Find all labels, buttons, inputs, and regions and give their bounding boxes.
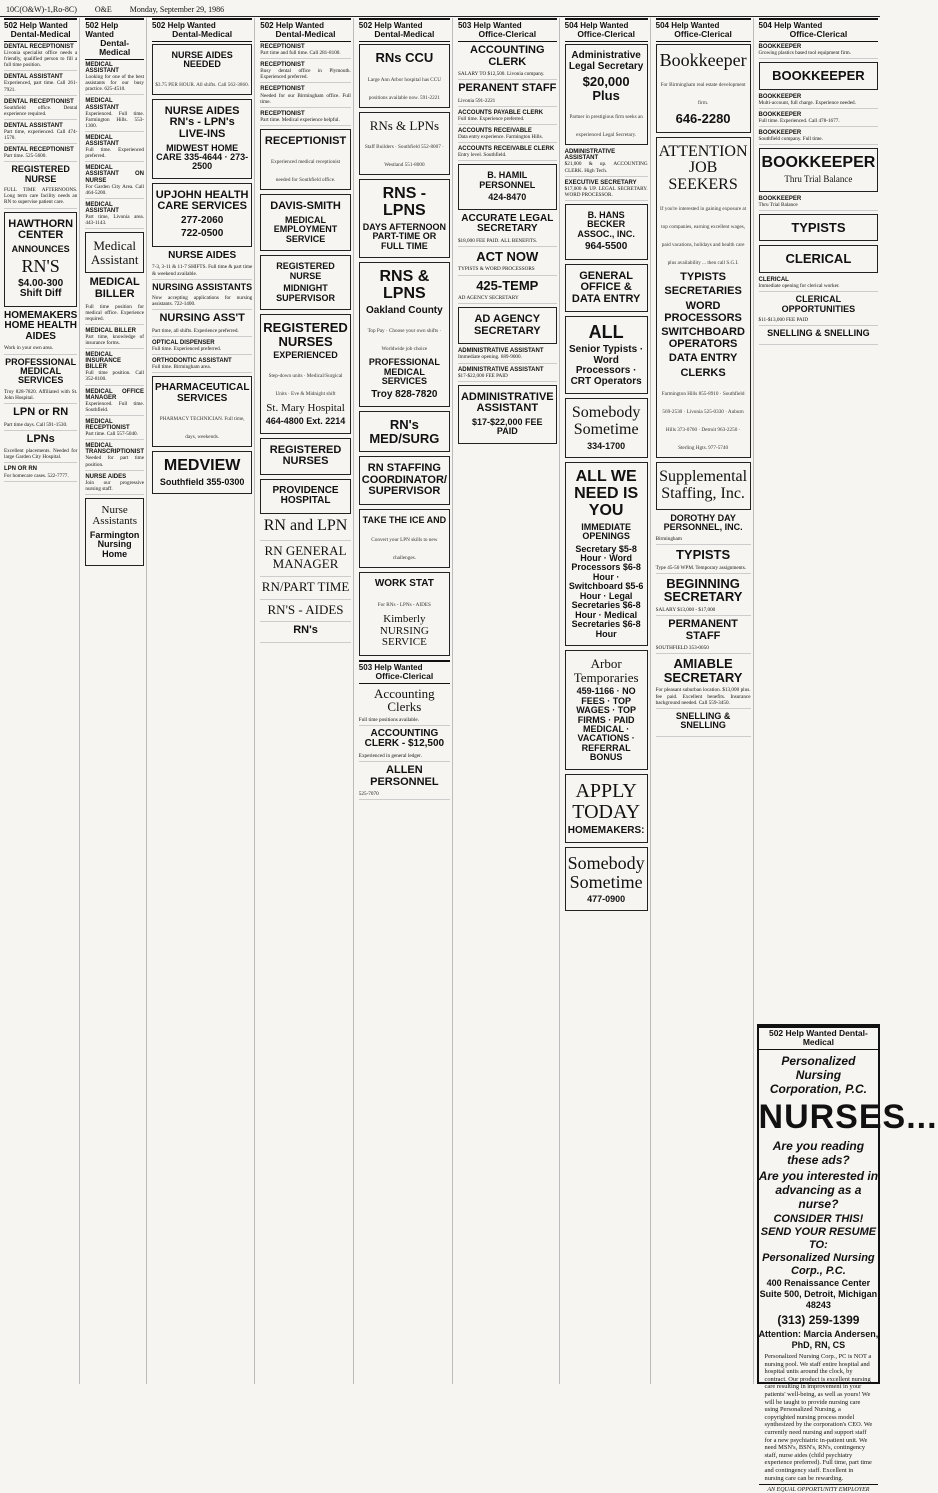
classified-ad: NURSE AIDES 7-3, 3-11 & 11-7 SHIFTS. Full time & part time & weekend available.: [152, 251, 252, 280]
display-ad-hamil-personnel: B. HAMIL PERSONNEL 424-8470: [458, 164, 557, 209]
classified-ad: ADMINISTRATIVE ASSISTANT $21,000 & up. ACCOUNTING CLERK. High Tech.: [565, 149, 648, 176]
display-ad-all-typists: ALL Senior Typists · Word Processors · CRT Operators: [565, 316, 648, 394]
question-1: Are you reading these ads?: [772, 1139, 865, 1167]
address-line-1: Personalized Nursing Corp., P.C.: [762, 1252, 875, 1277]
classified-ad: OPTICAL DISPENSER Full time. Experienced preferred.: [152, 340, 252, 355]
classified-ad: SNELLING & SNELLING: [656, 712, 751, 737]
display-ad-apply-today: APPLY TODAY HOMEMAKERS:: [565, 774, 648, 844]
classified-ad: RN GENERAL MANAGER: [260, 544, 351, 577]
paper-name: O&E: [94, 4, 112, 14]
classified-ad: BOOKKEEPER Multi-account, full charge. Experience needed.: [759, 94, 879, 109]
classified-ad: MEDICAL BILLER Full time position for medical office. Experience required.: [85, 277, 144, 324]
attention-line: Attention: Marcia Andersen, PhD, RN, CS: [758, 1329, 879, 1350]
classified-ad: ACT NOW TYPISTS & WORD PROCESSORS: [458, 250, 557, 276]
display-ad-professional-medical: RNS & LPNS Oakland County Top Pay · Choose your own shifts · Worldwide job choice PROFESSIONAL MEDICAL SERVICES Troy 828-7820: [359, 262, 450, 407]
display-ad-nurse-aides: NURSE AIDES NEEDED $3.75 PER HOUR. All shifts. Call 562-3860.: [152, 44, 252, 95]
display-ad-work-stat: WORK STAT For RNs - LPNs - AIDES Kimberly NURSING SERVICE: [359, 572, 450, 655]
classified-ad: EXECUTIVE SECRETARY $17,000 & UP. LEGAL SECRETARY. WORD PROCESSOR.: [565, 180, 648, 201]
classified-ad: ACCOUNTING CLERK - $12,500 Experienced in general ledger.: [359, 729, 450, 762]
display-ad-arbor-temporaries: Arbor Temporaries 459-1166 · NO FEES · TOP WAGES · TOP FIRMS · PAID MEDICAL · VACATIONS · REFERRAL BONUS: [565, 650, 648, 770]
classified-ad: MEDICAL TRANSCRIPTIONIST Needed for part time position.: [85, 443, 144, 470]
company-name: Personalized Nursing Corporation, P.C.: [769, 1054, 867, 1096]
column-5: [357, 18, 453, 1384]
classified-ad: ACCOUNTING CLERK SALARY TO $12,500. Livonia company.: [458, 45, 557, 80]
call-to-action: CONSIDER THIS!: [773, 1213, 864, 1225]
classified-ad: DENTAL RECEPTIONIST Livonia specialist office needs a friendly, qualified person to fill a full time position.: [4, 44, 77, 71]
display-ad-hawthorn: HAWTHORN CENTER ANNOUNCES RN'S $4.00-300 Shift Diff: [4, 212, 77, 307]
classified-ad: 425-TEMP AD AGENCY SECRETARY: [458, 279, 557, 305]
classified-ad: RECEPTIONIST Busy dental office in Plymouth. Experienced preferred.: [260, 62, 351, 83]
display-ad-registered-nurses: REGISTERED NURSES: [260, 438, 351, 475]
masthead: [0, 0, 880, 17]
folio: 10C(O&W)-1,Ro-8C): [6, 4, 77, 14]
display-ad-nurse-assistants: Nurse Assistants Farmington Nursing Home: [85, 498, 144, 566]
classified-ad: PERANENT STAFF Livonia 591-2221: [458, 83, 557, 107]
classified-ad: RN and LPN: [260, 518, 351, 541]
classified-ad: MEDICAL BILLER Part time, knowledge of insurance forms.: [85, 328, 144, 349]
classified-ad: PERMANENT STAFF SOUTHFIELD 353-0050: [656, 619, 751, 654]
classified-ad: MEDICAL ASSISTANT Part time, Livonia area. 443-1143.: [85, 202, 144, 229]
classified-ad: RECEPTIONIST Part time. Medical experience helpful.: [260, 111, 351, 126]
classified-ad: MEDICAL RECEPTIONIST Part time. Call 557-5040.: [85, 419, 144, 440]
classified-ad: MEDICAL ASSISTANT ON NURSE For Garden City Area. Call 464-5200.: [85, 165, 144, 198]
display-ad-bookkeeper: Bookkeeper For Birmingham real estate development firm. 646-2280: [656, 44, 751, 133]
classified-ad: Accounting Clerks Full time positions available.: [359, 687, 450, 726]
classified-ad: NURSING ASSISTANTS Now accepting applications for nursing assistants. 722-1400.: [152, 283, 252, 311]
display-ad-medical-assistant: Medical Assistant: [85, 232, 144, 273]
classified-ad: ACCOUNTS PAYABLE CLERK Full time. Experience preferred.: [458, 110, 557, 125]
classified-ad: CLERICAL Immediate opening for clerical worker.: [759, 277, 879, 292]
display-ad-hans-becker: B. HANS BECKER ASSOC., INC. 964-5500: [565, 204, 648, 260]
classified-ad: ACCOUNTS RECEIVABLE CLERK Entry level. Southfield.: [458, 146, 557, 161]
column-2: [83, 18, 147, 1384]
classified-ad: LPN or RN Part time days. Call 591-1530.: [4, 407, 77, 431]
display-ad-ad-agency: AD AGENCY SECRETARY: [458, 307, 557, 344]
column-9: [757, 18, 938, 1493]
column-8: [654, 18, 754, 1384]
column-3: [150, 18, 255, 1384]
classified-ad: BOOKKEEPER Growing plastics based tool equipment firm.: [759, 44, 879, 59]
display-ad-upjohn: UPJOHN HEALTH CARE SERVICES 277-2060 722-0500: [152, 183, 252, 247]
display-ad-all-we-need: ALL WE NEED IS YOU IMMEDIATE OPENINGS Secretary $5-8 Hour · Word Processors $6-8 Hour · Switchboard $5-6 Hour · Legal Secretaries $6-8 Hour · Medical Secretaries $6-8 Hour: [565, 462, 648, 646]
classified-ad: PROFESSIONAL MEDICAL SERVICES Troy 828-7820. Affiliated with St. John Hospital.: [4, 358, 77, 405]
classified-ad: RN'S - AIDES: [260, 603, 351, 623]
phone-number: (313) 259-1399: [777, 1313, 860, 1327]
classified-ad: LPNs Excellent placements. Needed for large Garden City Hospital.: [4, 434, 77, 464]
classified-ad: BOOKKEEPER Southfield company. Full time.: [759, 130, 879, 145]
address-line-2: 400 Renaissance Center: [766, 1278, 871, 1288]
classified-ad: ALLEN PERSONNEL 525-7070: [359, 765, 450, 800]
classified-ad: NURSING ASS'T Part time, all shifts. Experience preferred.: [152, 313, 252, 337]
classified-ad: DOROTHY DAY PERSONNEL, INC. Birmingham: [656, 514, 751, 545]
ad-body: Personalized Nursing Corp., PC is NOT a nursing pool. We staff entire hospital and hospital units around the clock, by contract. Our product is excellent nursing care resulting in improvement in your patients' well-being, as well as yours! We will be taught to provide nursing care using Personalized Nursing, a copyrighted nursing process model synthesized by the corporation's CEO. We currently need nursing and support staff for a new psychiatric in-patient unit. We need MSN's, BSN's, RN's, contingency staff, nurse aides (child psychiatry experience preferred). Full time, part time and contingency staff. Excellent in nursing care can be rewarding.: [764, 1353, 873, 1482]
classified-ad: AMIABLE SECRETARY For pleasant suburban location. $13,000 plus. fee paid. Excellent benefits. Insurance background needed. Call 559-3450.: [656, 657, 751, 709]
classified-ad: DENTAL ASSISTANT Experienced, part time. Call 261-7921.: [4, 74, 77, 95]
classified-ad: RECEPTIONIST Needed for our Birmingham office. Full time.: [260, 86, 351, 107]
classified-ad: SNELLING & SNELLING: [759, 329, 879, 344]
classified-ad: MEDICAL ASSISTANT Looking for one of the best assistants for our busy practice. 625-4510.: [85, 62, 144, 95]
classified-ad: RN/PART TIME: [260, 580, 351, 600]
section-header: 503 Help Wanted Office-Clerical: [359, 660, 450, 684]
headline: NURSES...: [758, 1098, 938, 1136]
classified-ad: MEDICAL OFFICE MANAGER Experienced. Full time. Southfield.: [85, 389, 144, 416]
column-7: [563, 18, 651, 1384]
display-ad-personalized-nursing: [757, 1024, 938, 1493]
display-ad-providence: PROVIDENCE HOSPITAL: [260, 479, 351, 514]
display-ad-administrative-assistant: ADMINISTRATIVE ASSISTANT $17-$22,000 FEE PAID: [458, 385, 557, 444]
column-4: [258, 18, 354, 1384]
section-header: 502 Help Wanted Dental-Medical: [359, 18, 450, 42]
display-ad-st-mary: REGISTERED NURSES EXPERIENCED Step-down units · Medical/Surgical Units · Eve & Midnight shift St. Mary Hospital 464-4800 Ext. 2214: [260, 314, 351, 434]
column-1: [2, 18, 80, 1384]
classified-ad: DENTAL ASSISTANT Part time, experienced. Call 474-1570.: [4, 123, 77, 144]
display-ad-attention-job-seekers: ATTENTION JOB SEEKERS If you're interested in gaining exposure at top companies, earning excellent wages, paid vacations, holidays and health care plus availability ... then call S.G.I. TYPISTS SECRETARIES WORD PROCESSORS SWITCHBOARD OPERATORS DATA ENTRY CLERKS Farmington Hills 855-8910 · Southfield 569-2530 · Livonia 525-0330 · Auburn Hills 373-0700 · Detroit 963-2250 · Sterling Hgts. 977-5740: [656, 137, 751, 459]
classified-ad: CLERICAL OPPORTUNITIES $11-$13,000 FEE PAID: [759, 295, 879, 326]
classified-ad: DENTAL RECEPTIONIST Southfield office. Dental experience required.: [4, 99, 77, 120]
display-ad-rns-med-surg: RN's MED/SURG: [359, 411, 450, 452]
classified-ad: LPN OR RN For homecare cases. 522-7777.: [4, 466, 77, 481]
display-ad-bookkeeper-1: BOOKKEEPER: [759, 62, 879, 90]
section-header: 502 Help Wanted Dental-Medical: [759, 1026, 879, 1050]
display-ad-medview: MEDVIEW Southfield 355-0300: [152, 451, 252, 494]
classified-ad: MEDICAL INSURANCE BILLER Full time position. Call 352-8100.: [85, 352, 144, 385]
classified-ad: MEDICAL ASSISTANT Full time. Experienced preferred.: [85, 135, 144, 162]
classified-ad: BEGINNING SECRETARY SALARY $13,000 - $17,000: [656, 577, 751, 616]
classified-ad: MEDICAL ASSISTANT Experienced. Full time. Farmington Hills. 553-1300.: [85, 98, 144, 131]
classified-ad: DENTAL RECEPTIONIST Part time. 525-5600.: [4, 147, 77, 162]
display-ad-clerical: CLERICAL: [759, 245, 879, 273]
classified-ad: HOMEMAKERS HOME HEALTH AIDES Work in your own area.: [4, 311, 77, 355]
display-ad-lpn: TAKE THE ICE AND Convert your LPN skills to new challenges.: [359, 509, 450, 568]
classified-ad: BOOKKEEPER Thru Trial Balance: [759, 196, 879, 211]
section-header: 502 Help Wanted Dental-Medical: [260, 18, 351, 42]
display-ad-midwest-home-care: NURSE AIDES RN's - LPN's LIVE-INS MIDWEST HOME CARE 335-4644 · 273-2500: [152, 99, 252, 179]
question-2: Are you interested in advancing as a nurse?: [758, 1169, 879, 1211]
classified-ad: ORTHODONTIC ASSISTANT Full time. Birmingham area.: [152, 358, 252, 373]
classified-ad: RN's: [260, 625, 351, 643]
issue-date: Monday, September 29, 1986: [129, 4, 225, 14]
equal-opportunity-note: AN EQUAL OPPORTUNITY EMPLOYER: [759, 1484, 879, 1493]
classified-ad: ADMINISTRATIVE ASSISTANT $17-$22,000 FEE PAID: [458, 367, 557, 382]
display-ad-general-office: GENERAL OFFICE & DATA ENTRY: [565, 264, 648, 313]
display-ad-davis-smith: DAVIS-SMITH MEDICAL EMPLOYMENT SERVICE: [260, 194, 351, 251]
section-header: 504 Help Wanted Office-Clerical: [565, 18, 648, 42]
section-header: 504 Help Wanted Office-Clerical: [759, 18, 879, 42]
classified-ad: TYPISTS Type 45-50 WPM. Temporary assignments.: [656, 548, 751, 574]
classified-ad: ACCOUNTS RECEIVABLE Data entry experience. Farmington Hills.: [458, 128, 557, 143]
classified-ad: RECEPTIONIST Part time and full time. Call 281-8100.: [260, 44, 351, 59]
section-header: 504 Help Wanted Office-Clerical: [656, 18, 751, 42]
classified-ad: ACCURATE LEGAL SECRETARY $18,000 FEE PAID. ALL BENEFITS.: [458, 214, 557, 247]
classified-ad: BOOKKEEPER Full time. Experienced. Call 478-1677.: [759, 112, 879, 127]
display-ad-typists: TYPISTS: [759, 214, 879, 242]
display-ad-bookkeeper-2: BOOKKEEPER Thru Trial Balance: [759, 148, 879, 191]
display-ad-rns-lpns: RNS - LPNS DAYS AFTERNOON PART-TIME OR FULL TIME: [359, 179, 450, 258]
classified-ad: NURSE AIDES Join our progressive nursing staff.: [85, 474, 144, 495]
call-to-action-2: SEND YOUR RESUME TO:: [760, 1226, 877, 1251]
display-ad-supplemental-staffing: Supplemental Staffing, Inc.: [656, 462, 751, 510]
display-ad-midnight-supervisor: REGISTERED NURSE MIDNIGHT SUPERVISOR: [260, 255, 351, 310]
display-ad-rns-ccu: RNs CCU Large Ann Arbor hospital has CCU positions available now. 591-2221: [359, 44, 450, 108]
address-line-3: Suite 500, Detroit, Michigan 48243: [759, 1289, 878, 1310]
column-6: [456, 18, 560, 1384]
section-header: 502 Help Wanted Dental-Medical: [152, 18, 252, 42]
display-ad-pharmaceutical: PHARMACEUTICAL SERVICES PHARMACY TECHNICIAN. Full time, days, weekends.: [152, 376, 252, 447]
display-ad-somebody-sometime-2: Somebody Sometime 477-0900: [565, 847, 648, 911]
section-header: 502 Help Wanted Dental-Medical: [4, 18, 77, 42]
display-ad-staff-builders: RNs & LPNs Staff Builders · Southfield 552-8007 · Westland 551-8000: [359, 112, 450, 176]
classified-ad: ADMINISTRATIVE ASSISTANT Immediate opening. 689-9000.: [458, 348, 557, 363]
display-ad-legal-secretary: Administrative Legal Secretary $20,000 Plus Partner in prestigious firm seeks an experienced Legal Secretary.: [565, 44, 648, 145]
classified-ad: REGISTERED NURSE FULL TIME AFTERNOONS. Long term care facility needs an RN to supervise patient care.: [4, 165, 77, 208]
display-ad-rn-staffing: RN STAFFING COORDINATOR/ SUPERVISOR: [359, 456, 450, 505]
classified-columns: [2, 18, 938, 1493]
section-header: 502 Help Wanted Dental-Medical: [85, 18, 144, 60]
display-ad-receptionist: RECEPTIONIST Experienced medical receptionist needed for Southfield office.: [260, 129, 351, 191]
display-ad-somebody-sometime: Somebody Sometime 334-1700: [565, 398, 648, 458]
section-header: 503 Help Wanted Office-Clerical: [458, 18, 557, 42]
